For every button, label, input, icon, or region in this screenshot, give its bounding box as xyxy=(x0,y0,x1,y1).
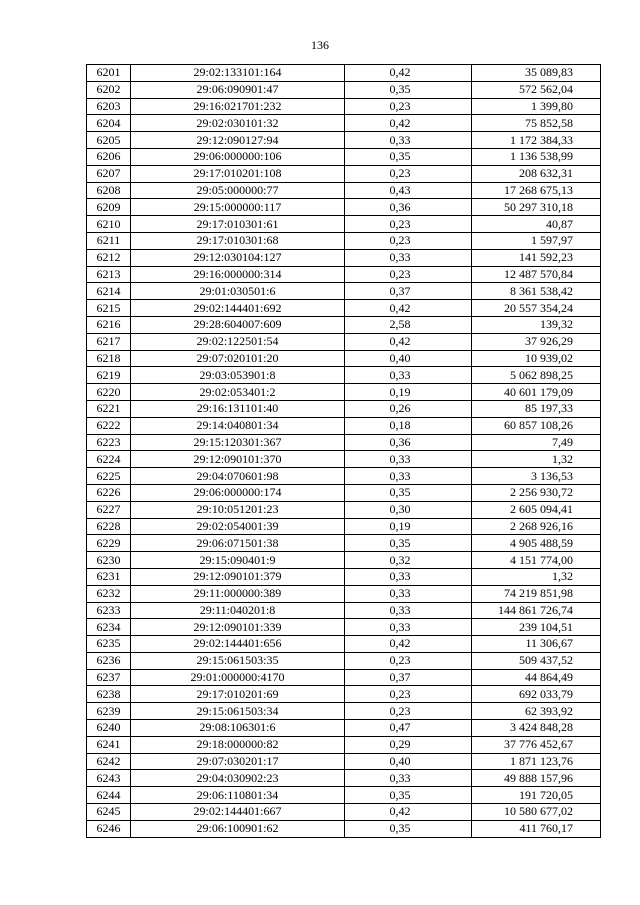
table-row xyxy=(87,619,601,636)
rate-cell: 0,29 xyxy=(345,736,472,753)
value-cell: 141 592,23 xyxy=(472,249,601,266)
rate-cell: 0,35 xyxy=(345,820,472,837)
row-number: 6212 xyxy=(87,249,131,266)
rate-cell: 0,23 xyxy=(345,703,472,720)
cadastral-number: 29:16:021701:232 xyxy=(131,98,345,115)
value-cell: 139,32 xyxy=(472,316,601,333)
value-cell: 11 306,67 xyxy=(472,636,601,653)
cadastral-number: 29:14:040801:34 xyxy=(131,417,345,434)
cadastral-number: 29:04:030902:23 xyxy=(131,770,345,787)
rate-cell: 0,19 xyxy=(345,384,472,401)
row-number: 6242 xyxy=(87,753,131,770)
row-number: 6234 xyxy=(87,619,131,636)
rate-cell: 0,33 xyxy=(345,602,472,619)
rate-cell: 2,58 xyxy=(345,316,472,333)
table-row xyxy=(87,468,601,485)
value-cell: 7,49 xyxy=(472,434,601,451)
cadastral-number: 29:12:030104:127 xyxy=(131,249,345,266)
cadastral-number: 29:07:030201:17 xyxy=(131,753,345,770)
cadastral-number: 29:01:000000:4170 xyxy=(131,669,345,686)
rate-cell: 0,33 xyxy=(345,132,472,149)
row-number: 6237 xyxy=(87,669,131,686)
table-row xyxy=(87,98,601,115)
table-row xyxy=(87,703,601,720)
table-row xyxy=(87,804,601,821)
table-row xyxy=(87,501,601,518)
table-row xyxy=(87,787,601,804)
cadastral-number: 29:16:000000:314 xyxy=(131,266,345,283)
rate-cell: 0,33 xyxy=(345,568,472,585)
rate-cell: 0,32 xyxy=(345,552,472,569)
rate-cell: 0,23 xyxy=(345,686,472,703)
rate-cell: 0,43 xyxy=(345,182,472,199)
rate-cell: 0,33 xyxy=(345,585,472,602)
rate-cell: 0,33 xyxy=(345,468,472,485)
value-cell: 37 776 452,67 xyxy=(472,736,601,753)
table-row xyxy=(87,451,601,468)
cadastral-number: 29:02:030101:32 xyxy=(131,115,345,132)
value-cell: 20 557 354,24 xyxy=(472,300,601,317)
rate-cell: 0,18 xyxy=(345,417,472,434)
row-number: 6231 xyxy=(87,568,131,585)
value-cell: 37 926,29 xyxy=(472,333,601,350)
cadastral-number: 29:05:000000:77 xyxy=(131,182,345,199)
cadastral-number: 29:06:000000:174 xyxy=(131,484,345,501)
value-cell: 3 424 848,28 xyxy=(472,720,601,737)
cadastral-number: 29:06:110801:34 xyxy=(131,787,345,804)
cadastral-number: 29:12:090101:370 xyxy=(131,451,345,468)
rate-cell: 0,35 xyxy=(345,787,472,804)
row-number: 6233 xyxy=(87,602,131,619)
value-cell: 1 871 123,76 xyxy=(472,753,601,770)
table-row xyxy=(87,182,601,199)
table-row xyxy=(87,770,601,787)
cadastral-number: 29:03:053901:8 xyxy=(131,367,345,384)
value-cell: 2 268 926,16 xyxy=(472,518,601,535)
row-number: 6222 xyxy=(87,417,131,434)
table-row xyxy=(87,81,601,98)
row-number: 6243 xyxy=(87,770,131,787)
row-number: 6210 xyxy=(87,216,131,233)
cadastral-number: 29:02:144401:656 xyxy=(131,636,345,653)
row-number: 6221 xyxy=(87,400,131,417)
cadastral-number: 29:15:061503:34 xyxy=(131,703,345,720)
table-row xyxy=(87,400,601,417)
value-cell: 239 104,51 xyxy=(472,619,601,636)
cadastral-number: 29:02:053401:2 xyxy=(131,384,345,401)
row-number: 6217 xyxy=(87,333,131,350)
row-number: 6227 xyxy=(87,501,131,518)
value-cell: 50 297 310,18 xyxy=(472,199,601,216)
table-row xyxy=(87,249,601,266)
row-number: 6219 xyxy=(87,367,131,384)
row-number: 6216 xyxy=(87,316,131,333)
row-number: 6220 xyxy=(87,384,131,401)
row-number: 6202 xyxy=(87,81,131,98)
value-cell: 62 393,92 xyxy=(472,703,601,720)
value-cell: 2 605 094,41 xyxy=(472,501,601,518)
rate-cell: 0,33 xyxy=(345,367,472,384)
table-row xyxy=(87,484,601,501)
value-cell: 692 033,79 xyxy=(472,686,601,703)
table-row xyxy=(87,115,601,132)
value-cell: 1 172 384,33 xyxy=(472,132,601,149)
table-row xyxy=(87,132,601,149)
value-cell: 44 864,49 xyxy=(472,669,601,686)
table-row xyxy=(87,417,601,434)
table-row xyxy=(87,820,601,837)
row-number: 6204 xyxy=(87,115,131,132)
rate-cell: 0,40 xyxy=(345,350,472,367)
cadastral-number: 29:15:090401:9 xyxy=(131,552,345,569)
table-row xyxy=(87,216,601,233)
rate-cell: 0,42 xyxy=(345,333,472,350)
row-number: 6244 xyxy=(87,787,131,804)
row-number: 6245 xyxy=(87,804,131,821)
cadastral-number: 29:02:054001:39 xyxy=(131,518,345,535)
table-row xyxy=(87,753,601,770)
value-cell: 144 861 726,74 xyxy=(472,602,601,619)
value-cell: 5 062 898,25 xyxy=(472,367,601,384)
row-number: 6246 xyxy=(87,820,131,837)
value-cell: 40,87 xyxy=(472,216,601,233)
value-cell: 4 905 488,59 xyxy=(472,535,601,552)
cadastral-number: 29:15:000000:117 xyxy=(131,199,345,216)
cadastral-number: 29:01:030501:6 xyxy=(131,283,345,300)
rate-cell: 0,33 xyxy=(345,249,472,266)
rate-cell: 0,36 xyxy=(345,199,472,216)
row-number: 6232 xyxy=(87,585,131,602)
value-cell: 1 597,97 xyxy=(472,232,601,249)
value-cell: 85 197,33 xyxy=(472,400,601,417)
rate-cell: 0,30 xyxy=(345,501,472,518)
cadastral-number: 29:12:090127:94 xyxy=(131,132,345,149)
cadastral-number: 29:02:133101:164 xyxy=(131,65,345,82)
cadastral-number: 29:04:070601:98 xyxy=(131,468,345,485)
value-cell: 10 580 677,02 xyxy=(472,804,601,821)
rate-cell: 0,35 xyxy=(345,81,472,98)
row-number: 6211 xyxy=(87,232,131,249)
rate-cell: 0,23 xyxy=(345,266,472,283)
table-row xyxy=(87,199,601,216)
rate-cell: 0,42 xyxy=(345,300,472,317)
row-number: 6236 xyxy=(87,652,131,669)
rate-cell: 0,23 xyxy=(345,165,472,182)
value-cell: 49 888 157,96 xyxy=(472,770,601,787)
cadastral-number: 29:02:144401:692 xyxy=(131,300,345,317)
value-cell: 191 720,05 xyxy=(472,787,601,804)
rate-cell: 0,35 xyxy=(345,148,472,165)
cadastral-table xyxy=(86,64,601,838)
table-row xyxy=(87,720,601,737)
rate-cell: 0,42 xyxy=(345,804,472,821)
rate-cell: 0,23 xyxy=(345,216,472,233)
row-number: 6218 xyxy=(87,350,131,367)
row-number: 6226 xyxy=(87,484,131,501)
cadastral-number: 29:16:131101:40 xyxy=(131,400,345,417)
cadastral-number: 29:17:010201:69 xyxy=(131,686,345,703)
table-row xyxy=(87,535,601,552)
table-row xyxy=(87,333,601,350)
value-cell: 35 089,83 xyxy=(472,65,601,82)
rate-cell: 0,33 xyxy=(345,770,472,787)
cadastral-number: 29:02:122501:54 xyxy=(131,333,345,350)
table-row xyxy=(87,669,601,686)
table-row xyxy=(87,165,601,182)
cadastral-number: 29:12:090101:379 xyxy=(131,568,345,585)
table-row xyxy=(87,232,601,249)
table-body xyxy=(87,65,601,838)
row-number: 6207 xyxy=(87,165,131,182)
table-row xyxy=(87,686,601,703)
cadastral-number: 29:11:000000:389 xyxy=(131,585,345,602)
cadastral-number: 29:12:090101:339 xyxy=(131,619,345,636)
table-row xyxy=(87,283,601,300)
row-number: 6205 xyxy=(87,132,131,149)
rate-cell: 0,19 xyxy=(345,518,472,535)
cadastral-number: 29:06:000000:106 xyxy=(131,148,345,165)
cadastral-number: 29:08:106301:6 xyxy=(131,720,345,737)
table-row xyxy=(87,636,601,653)
rate-cell: 0,23 xyxy=(345,232,472,249)
page-number: 136 xyxy=(311,38,329,52)
row-number: 6225 xyxy=(87,468,131,485)
row-number: 6215 xyxy=(87,300,131,317)
row-number: 6213 xyxy=(87,266,131,283)
value-cell: 572 562,04 xyxy=(472,81,601,98)
rate-cell: 0,23 xyxy=(345,652,472,669)
table-row xyxy=(87,300,601,317)
table-row xyxy=(87,367,601,384)
table-row xyxy=(87,65,601,82)
value-cell: 411 760,17 xyxy=(472,820,601,837)
row-number: 6224 xyxy=(87,451,131,468)
row-number: 6208 xyxy=(87,182,131,199)
row-number: 6206 xyxy=(87,148,131,165)
value-cell: 40 601 179,09 xyxy=(472,384,601,401)
row-number: 6209 xyxy=(87,199,131,216)
value-cell: 12 487 570,84 xyxy=(472,266,601,283)
table-row xyxy=(87,518,601,535)
rate-cell: 0,40 xyxy=(345,753,472,770)
cadastral-number: 29:17:010301:68 xyxy=(131,232,345,249)
rate-cell: 0,37 xyxy=(345,669,472,686)
rate-cell: 0,26 xyxy=(345,400,472,417)
table-row xyxy=(87,350,601,367)
cadastral-number: 29:15:061503:35 xyxy=(131,652,345,669)
table-row xyxy=(87,148,601,165)
row-number: 6238 xyxy=(87,686,131,703)
row-number: 6214 xyxy=(87,283,131,300)
row-number: 6203 xyxy=(87,98,131,115)
value-cell: 1 399,80 xyxy=(472,98,601,115)
rate-cell: 0,42 xyxy=(345,115,472,132)
cadastral-number: 29:15:120301:367 xyxy=(131,434,345,451)
rate-cell: 0,33 xyxy=(345,619,472,636)
table-row xyxy=(87,316,601,333)
rate-cell: 0,33 xyxy=(345,451,472,468)
row-number: 6201 xyxy=(87,65,131,82)
rate-cell: 0,37 xyxy=(345,283,472,300)
value-cell: 8 361 538,42 xyxy=(472,283,601,300)
cadastral-number: 29:11:040201:8 xyxy=(131,602,345,619)
table-row xyxy=(87,434,601,451)
value-cell: 17 268 675,13 xyxy=(472,182,601,199)
cadastral-number: 29:17:010301:61 xyxy=(131,216,345,233)
rate-cell: 0,42 xyxy=(345,65,472,82)
cadastral-number: 29:28:604007:609 xyxy=(131,316,345,333)
rate-cell: 0,47 xyxy=(345,720,472,737)
table-row xyxy=(87,568,601,585)
row-number: 6223 xyxy=(87,434,131,451)
value-cell: 74 219 851,98 xyxy=(472,585,601,602)
cadastral-number: 29:06:071501:38 xyxy=(131,535,345,552)
value-cell: 4 151 774,00 xyxy=(472,552,601,569)
rate-cell: 0,36 xyxy=(345,434,472,451)
cadastral-number: 29:06:090901:47 xyxy=(131,81,345,98)
row-number: 6228 xyxy=(87,518,131,535)
cadastral-number: 29:02:144401:667 xyxy=(131,804,345,821)
value-cell: 1,32 xyxy=(472,451,601,468)
cadastral-number: 29:10:051201:23 xyxy=(131,501,345,518)
table-row xyxy=(87,552,601,569)
row-number: 6230 xyxy=(87,552,131,569)
value-cell: 10 939,02 xyxy=(472,350,601,367)
cadastral-number: 29:07:020101:20 xyxy=(131,350,345,367)
value-cell: 75 852,58 xyxy=(472,115,601,132)
value-cell: 1,32 xyxy=(472,568,601,585)
cadastral-number: 29:06:100901:62 xyxy=(131,820,345,837)
row-number: 6240 xyxy=(87,720,131,737)
table-row xyxy=(87,652,601,669)
cadastral-number: 29:17:010201:108 xyxy=(131,165,345,182)
value-cell: 2 256 930,72 xyxy=(472,484,601,501)
table-row xyxy=(87,384,601,401)
value-cell: 1 136 538,99 xyxy=(472,148,601,165)
cadastral-number: 29:18:000000:82 xyxy=(131,736,345,753)
rate-cell: 0,35 xyxy=(345,484,472,501)
table-row xyxy=(87,736,601,753)
row-number: 6241 xyxy=(87,736,131,753)
row-number: 6239 xyxy=(87,703,131,720)
table-row xyxy=(87,602,601,619)
value-cell: 208 632,31 xyxy=(472,165,601,182)
table-row xyxy=(87,585,601,602)
value-cell: 60 857 108,26 xyxy=(472,417,601,434)
rate-cell: 0,35 xyxy=(345,535,472,552)
rate-cell: 0,42 xyxy=(345,636,472,653)
rate-cell: 0,23 xyxy=(345,98,472,115)
table-row xyxy=(87,266,601,283)
value-cell: 509 437,52 xyxy=(472,652,601,669)
row-number: 6235 xyxy=(87,636,131,653)
row-number: 6229 xyxy=(87,535,131,552)
value-cell: 3 136,53 xyxy=(472,468,601,485)
